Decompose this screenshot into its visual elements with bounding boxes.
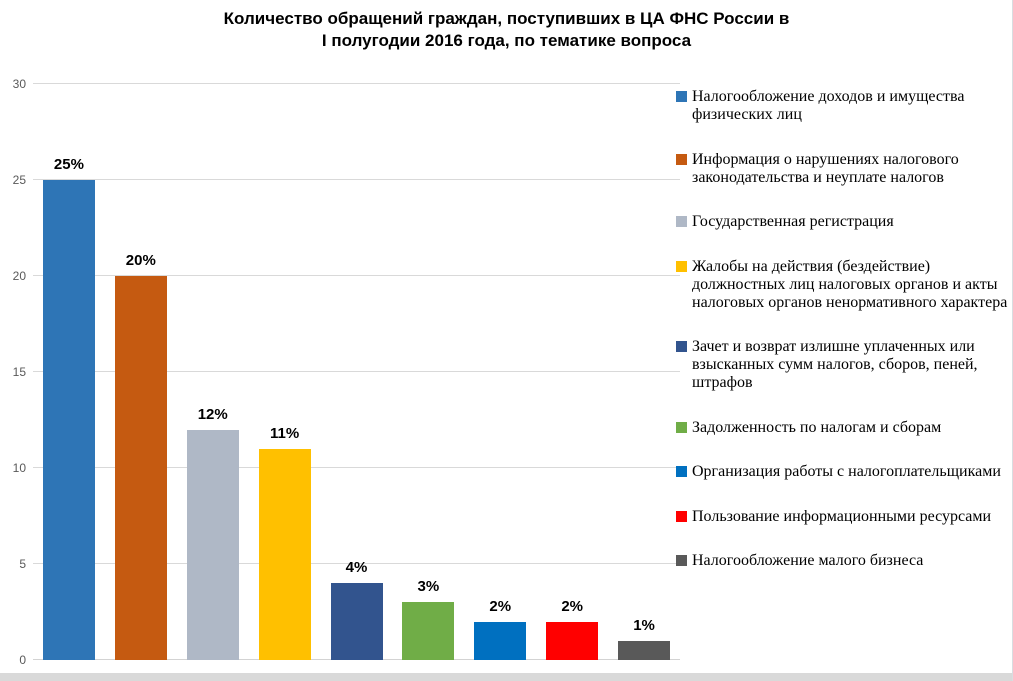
y-axis-tick-label: 25 <box>12 173 26 187</box>
bar-data-label: 12% <box>197 405 228 423</box>
legend-swatch <box>676 466 687 477</box>
bar-data-label: 11% <box>269 424 300 442</box>
gridline <box>33 83 680 84</box>
bar <box>331 583 383 660</box>
chart-title-line-1: Количество обращений граждан, поступивших в ЦА ФНС России в <box>223 9 790 28</box>
bar-data-label: 25% <box>53 156 84 173</box>
legend-item <box>676 463 1010 481</box>
y-axis-tick-label: 5 <box>19 557 26 571</box>
bar <box>115 276 167 660</box>
legend-item <box>676 88 1010 124</box>
chart-title <box>0 8 1013 52</box>
bar <box>187 430 239 660</box>
legend-item <box>676 419 1010 437</box>
legend-swatch <box>676 91 687 102</box>
y-axis-tick-label: 10 <box>12 461 26 475</box>
legend-swatch <box>676 555 687 566</box>
legend-swatch <box>676 261 687 272</box>
bar-data-label: 20% <box>125 252 156 269</box>
legend-swatch <box>676 216 687 227</box>
y-axis-tick-label: 20 <box>12 269 26 283</box>
bar <box>402 602 454 660</box>
bar-data-label: 2% <box>561 597 583 615</box>
legend-label: Налогообложение малого бизнеса <box>692 552 924 569</box>
legend-label: Задолженность по налогам и сборам <box>692 418 942 436</box>
bar <box>618 641 670 660</box>
legend-swatch <box>676 511 687 522</box>
bar <box>474 622 526 660</box>
legend-item <box>676 213 1010 231</box>
legend-label: Информация о нарушениях налогового законодательства и неуплате налогов <box>692 150 959 186</box>
bar-data-label: 2% <box>489 597 512 615</box>
legend-label: Зачет и возврат излишне уплаченных или взысканных сумм налогов, сборов, пеней, штрафов <box>692 338 978 391</box>
legend-item <box>676 151 1010 187</box>
legend-item <box>676 258 1010 312</box>
bar <box>546 622 598 660</box>
bar-data-label: 4% <box>345 559 368 577</box>
legend-swatch <box>676 341 687 352</box>
plot-area <box>33 84 680 660</box>
legend-item <box>676 508 1010 526</box>
legend-label: Пользование информационными ресурсами <box>692 507 992 525</box>
legend-label: Налогообложение доходов и имущества физических лиц <box>692 88 965 123</box>
bar-data-label: 3% <box>417 578 440 596</box>
y-axis-tick-label: 0 <box>19 653 26 667</box>
legend-label: Организация работы с налогоплательщиками <box>692 463 1001 480</box>
gridline <box>33 179 680 180</box>
legend-item <box>676 338 1010 392</box>
bar-data-label: 1% <box>633 616 655 634</box>
legend-label: Государственная регистрация <box>692 213 894 230</box>
chart-title-line-2: I полугодии 2016 года, по тематике вопроса <box>321 31 692 50</box>
legend <box>676 88 1010 570</box>
legend-item <box>676 552 1010 570</box>
legend-swatch <box>676 154 687 165</box>
bar <box>43 180 95 660</box>
worksheet-bottom-edge <box>0 673 1012 681</box>
bar <box>259 449 311 660</box>
legend-label: Жалобы на действия (бездействие) должностных лиц налоговых органов и акты налоговых органов ненормативного характера <box>692 257 1008 311</box>
y-axis-tick-label: 30 <box>12 77 26 91</box>
y-axis-tick-label: 15 <box>12 365 26 379</box>
legend-swatch <box>676 422 687 433</box>
